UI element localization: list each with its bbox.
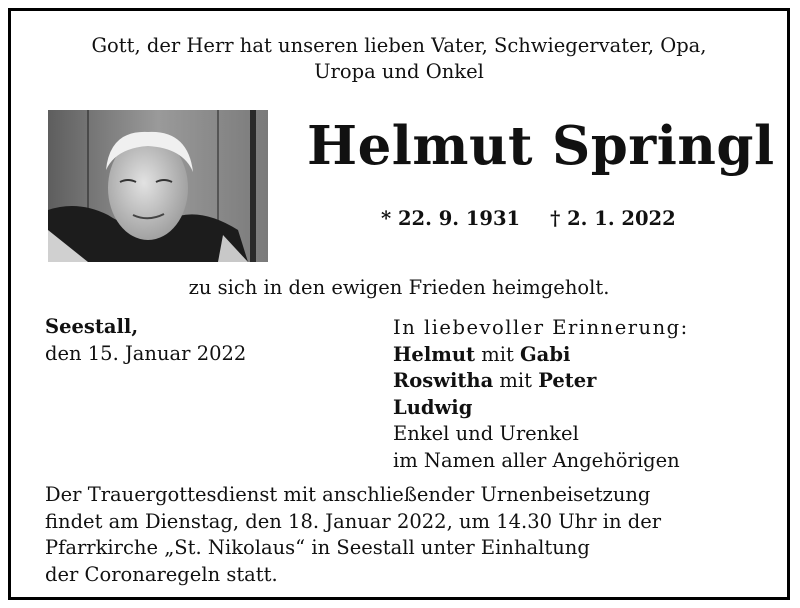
place-name: Seestall, <box>45 315 139 338</box>
notice-date: den 15. Januar 2022 <box>45 342 247 365</box>
family-heading: In liebevoller Erinnerung: <box>393 316 689 339</box>
family-member: Peter <box>538 369 597 392</box>
family-row <box>393 342 689 369</box>
obituary-notice <box>8 8 790 600</box>
life-dates <box>381 207 676 230</box>
family-member: Ludwig <box>393 395 473 419</box>
family-block <box>393 315 689 474</box>
intro-line-2: Uropa und Onkel <box>314 60 484 83</box>
family-row <box>393 395 689 422</box>
family-member: Roswitha <box>393 369 494 392</box>
family-joiner: mit <box>475 342 521 366</box>
birth-date: * 22. 9. 1931 <box>381 207 521 230</box>
family-row <box>393 368 689 395</box>
service-line-4: der Coronaregeln statt. <box>45 562 278 586</box>
deceased-name: Helmut Springl <box>307 115 775 177</box>
service-line-3: Pfarrkirche „St. Nikolaus“ in Seestall unter Einhaltung <box>45 536 590 559</box>
service-info <box>45 482 661 588</box>
service-line-2: findet am Dienstag, den 18. Januar 2022, um 14.30 Uhr in der <box>45 509 662 533</box>
intro-text <box>31 33 767 85</box>
family-line-relatives: im Namen aller Angehörigen <box>393 448 680 472</box>
family-line-grandchildren: Enkel und Urenkel <box>393 422 579 445</box>
taken-line: zu sich in den ewigen Frieden heimgeholt. <box>188 276 610 299</box>
service-line-1: Der Trauergottesdienst mit anschließender Urnenbeisetzung <box>45 483 651 506</box>
family-member: Helmut <box>393 342 476 366</box>
intro-line-1: Gott, der Herr hat unseren lieben Vater, Schwiegervater, Opa, <box>91 34 707 57</box>
family-joiner: mit <box>493 369 539 392</box>
portrait-photo <box>48 110 268 262</box>
family-member: Gabi <box>520 342 571 366</box>
death-date: † 2. 1. 2022 <box>550 207 676 230</box>
place-and-date <box>45 313 246 367</box>
